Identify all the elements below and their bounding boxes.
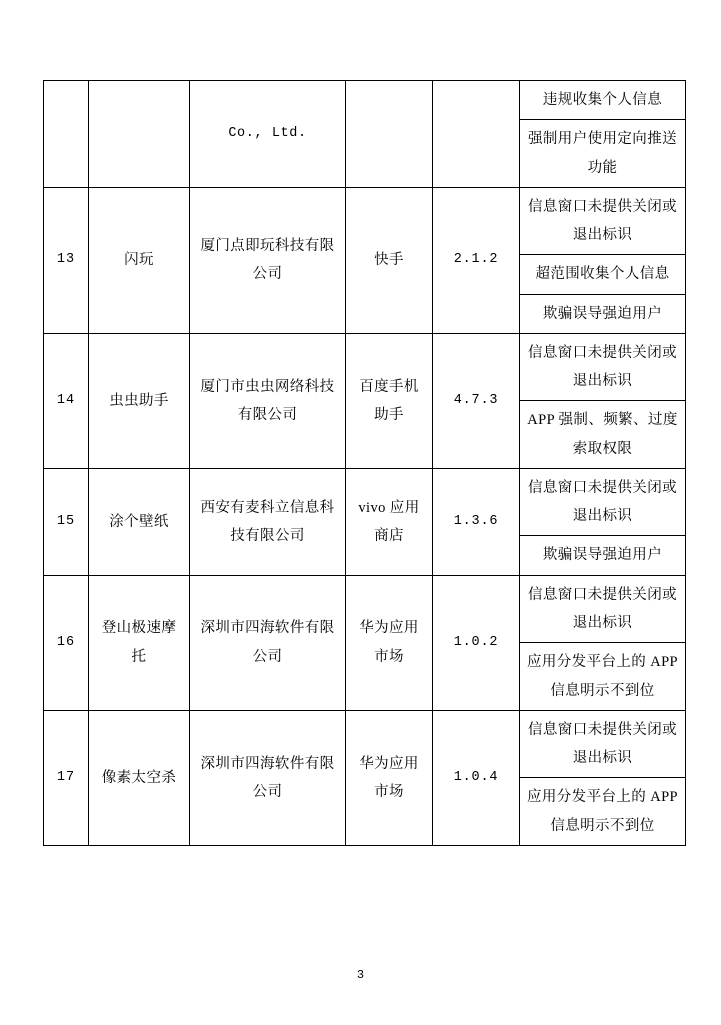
cell-issues — [520, 187, 686, 333]
store-value: 百度手机助手 — [359, 378, 419, 423]
cell-store — [346, 468, 433, 575]
cell-company — [190, 468, 346, 575]
app-name-value: 虫虫助手 — [109, 392, 169, 409]
table-row — [44, 81, 686, 188]
version-value — [433, 130, 519, 138]
cell-issues — [520, 575, 686, 710]
cell-store — [346, 81, 433, 188]
cell-index — [44, 187, 89, 333]
company-value: 厦门点即玩科技有限公司 — [200, 238, 335, 283]
cell-index — [44, 710, 89, 845]
cell-version — [433, 575, 520, 710]
cell-store — [346, 710, 433, 845]
store-value: vivo 应用商店 — [358, 499, 420, 544]
cell-version — [433, 333, 520, 468]
version-value: 1.0.4 — [453, 769, 499, 785]
version-value: 2.1.2 — [453, 252, 499, 268]
page-number: 3 — [356, 968, 365, 982]
issue-item: 应用分发平台上的 APP 信息明示不到位 — [526, 789, 679, 834]
table-row — [44, 333, 686, 468]
cell-version — [433, 81, 520, 188]
issue-item: 超范围收集个人信息 — [520, 255, 685, 294]
version-value: 1.3.6 — [453, 513, 499, 529]
index-value: 14 — [56, 392, 76, 408]
app-violation-table — [43, 80, 686, 846]
index-value — [44, 130, 88, 138]
store-value: 华为应用市场 — [359, 755, 419, 800]
app-name-value: 闪玩 — [124, 252, 154, 269]
cell-app-name — [89, 575, 190, 710]
issue-item: 欺骗误导强迫用户 — [542, 547, 663, 564]
cell-issues — [520, 81, 686, 188]
table-row — [44, 710, 686, 845]
app-name-value: 登山极速摩托 — [101, 620, 177, 665]
cell-app-name — [89, 81, 190, 188]
table-body — [44, 81, 686, 846]
index-value: 17 — [56, 769, 76, 785]
cell-index — [44, 575, 89, 710]
cell-company — [190, 187, 346, 333]
store-value — [346, 130, 432, 138]
app-name-value: 像素太空杀 — [101, 769, 177, 786]
cell-index — [44, 333, 89, 468]
cell-app-name — [89, 468, 190, 575]
issue-item: 应用分发平台上的 APP 信息明示不到位 — [526, 654, 679, 699]
cell-store — [346, 187, 433, 333]
cell-app-name — [89, 187, 190, 333]
cell-issues — [520, 468, 686, 575]
cell-store — [346, 333, 433, 468]
issue-item: 信息窗口未提供关闭或退出标识 — [520, 334, 685, 402]
issue-item: APP 强制、频繁、过度索取权限 — [527, 412, 678, 457]
company-value: Co., Ltd. — [228, 125, 307, 141]
cell-store — [346, 575, 433, 710]
issue-item: 欺骗误导强迫用户 — [542, 305, 663, 322]
cell-company — [190, 333, 346, 468]
company-value: 西安有麦科立信息科技有限公司 — [200, 499, 335, 544]
cell-company — [190, 575, 346, 710]
company-value: 深圳市四海软件有限公司 — [200, 755, 335, 800]
index-value: 15 — [56, 513, 76, 529]
cell-app-name — [89, 333, 190, 468]
table-row — [44, 468, 686, 575]
issue-item: 信息窗口未提供关闭或退出标识 — [520, 576, 685, 644]
index-value: 16 — [56, 634, 76, 650]
cell-index — [44, 468, 89, 575]
company-value: 深圳市四海软件有限公司 — [200, 620, 335, 665]
issue-item: 违规收集个人信息 — [520, 81, 685, 120]
table-row — [44, 575, 686, 710]
cell-version — [433, 468, 520, 575]
index-value: 13 — [56, 252, 76, 268]
issue-item: 信息窗口未提供关闭或退出标识 — [520, 188, 685, 256]
cell-version — [433, 710, 520, 845]
cell-version — [433, 187, 520, 333]
table-row — [44, 187, 686, 333]
company-value: 厦门市虫虫网络科技有限公司 — [200, 378, 335, 423]
cell-company — [190, 710, 346, 845]
version-value: 4.7.3 — [453, 392, 499, 408]
app-name-value — [89, 130, 189, 138]
cell-issues — [520, 710, 686, 845]
cell-app-name — [89, 710, 190, 845]
store-value: 快手 — [374, 252, 404, 269]
issue-item: 强制用户使用定向推送功能 — [528, 131, 677, 176]
app-name-value: 涂个壁纸 — [109, 513, 169, 530]
cell-index — [44, 81, 89, 188]
store-value: 华为应用市场 — [359, 620, 419, 665]
cell-issues — [520, 333, 686, 468]
cell-company — [190, 81, 346, 188]
issue-item: 信息窗口未提供关闭或退出标识 — [520, 711, 685, 779]
issue-item: 信息窗口未提供关闭或退出标识 — [520, 469, 685, 537]
version-value: 1.0.2 — [453, 634, 499, 650]
